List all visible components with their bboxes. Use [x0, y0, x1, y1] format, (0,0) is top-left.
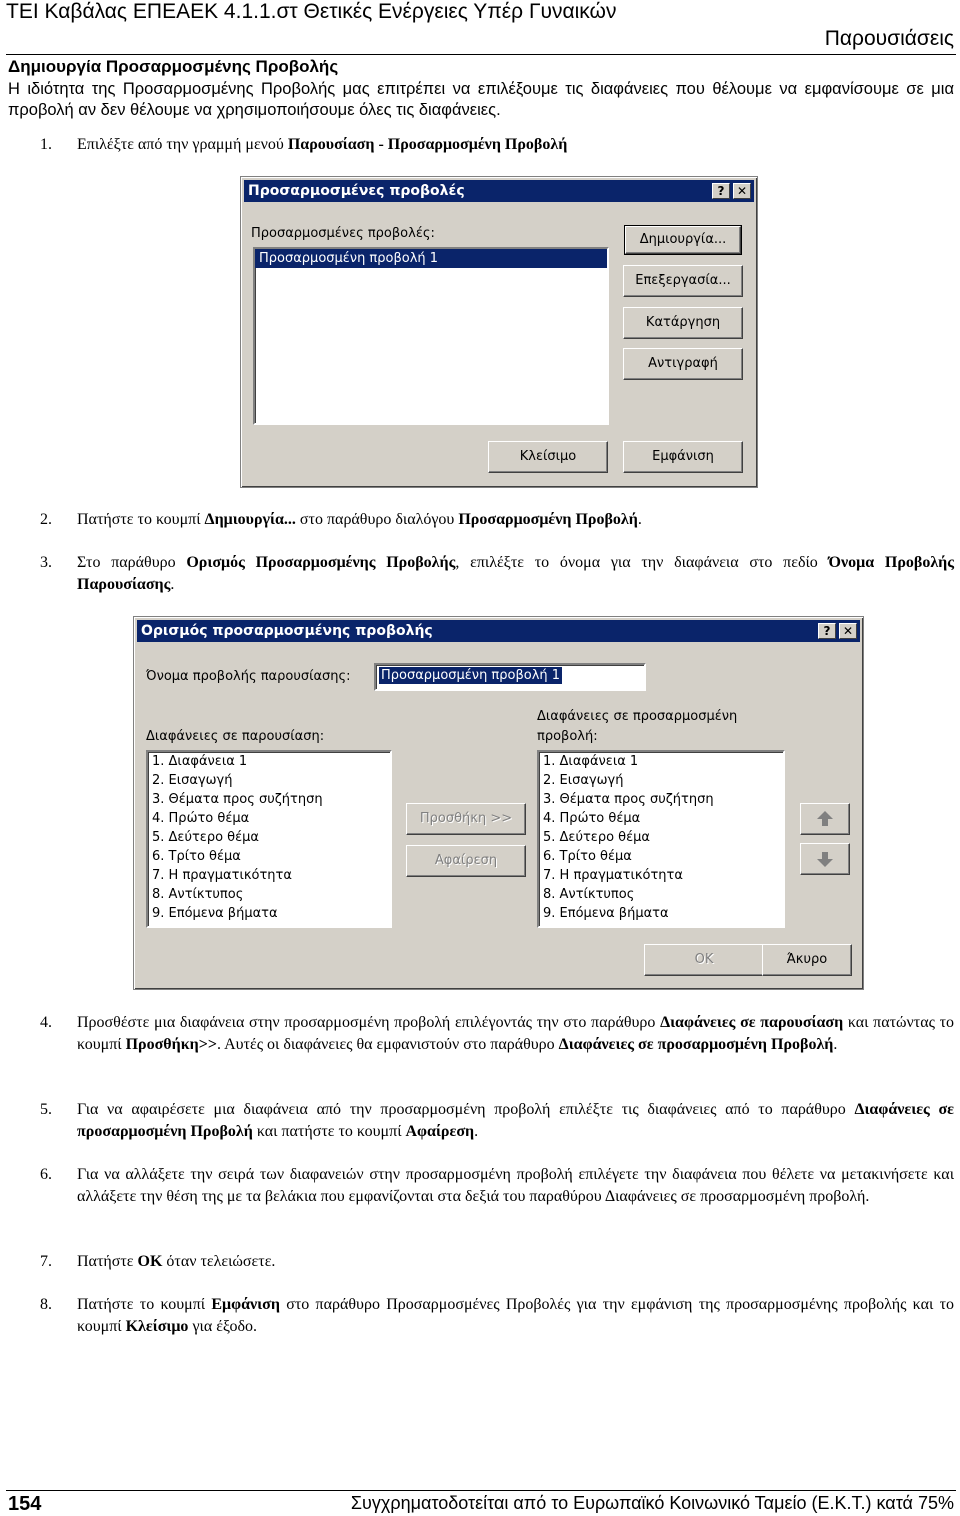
- step-text-bold: OK: [137, 1253, 163, 1270]
- step-text-plain: Πατήστε το κουμπί: [77, 1296, 212, 1313]
- list-item[interactable]: 3. Θέματα προς συζήτηση: [152, 792, 323, 807]
- copy-button[interactable]: Αντιγραφή: [623, 348, 743, 380]
- dialog-title: Ορισμός προσαρμοσμένης προβολής: [141, 623, 433, 639]
- move-down-button[interactable]: [800, 843, 850, 875]
- slides-in-presentation-list[interactable]: [146, 750, 392, 928]
- list-item[interactable]: 5. Δεύτερο θέμα: [543, 830, 650, 845]
- show-name-label: Όνομα προβολής παρουσίασης:: [146, 669, 351, 684]
- step-number: 5.: [40, 1101, 52, 1118]
- step-text-bold: Αφαίρεση: [405, 1123, 475, 1140]
- step-text: Για να αλλάξετε την σειρά των διαφανειών στην προσαρμοσμένη προβολή επιλέγετε την διαφάνεια που θέλετε να μετακινήσετε και αλλάξετε την θέση της με τα βελάκια που εμφανίζονται στα δεξιά του παραθύρου Διαφάνειες σε προσαρμοσμένη προβολή.: [77, 1166, 954, 1205]
- step-text-plain: . Αυτές οι διαφάνειες θα εμφανιστούν στο παράθυρο: [216, 1036, 559, 1053]
- step-text-bold: Ορισμός Προσαρμοσμένης Προβολής: [186, 554, 456, 571]
- footer-divider: [6, 1490, 956, 1491]
- edit-button[interactable]: Επεξεργασία...: [623, 265, 743, 297]
- section-intro: Η ιδιότητα της Προσαρμοσμένης Προβολής μας επιτρέπει να επιλέξουμε τις διαφάνειες που θέλουμε να εμφανίσουμε σε μια προβολή αν δεν θέλουμε να χρησιμοποιήσουμε όλες τις διαφάνειες.: [8, 80, 954, 119]
- step-text: [77, 1294, 954, 1338]
- step-text-bold: Προσθήκη>>: [125, 1036, 217, 1053]
- show-name-value: Προσαρμοσμένη προβολή 1: [381, 668, 561, 683]
- list-item[interactable]: Προσαρμοσμένη προβολή 1: [255, 249, 607, 268]
- step-number: 2.: [40, 511, 52, 528]
- help-icon[interactable]: ?: [712, 183, 730, 199]
- step-text-plain: .: [474, 1123, 479, 1140]
- close-icon[interactable]: ✕: [733, 183, 751, 199]
- custom-shows-dialog: [240, 176, 758, 488]
- step-text-plain: και πατώντας το κουμπί: [77, 1014, 955, 1053]
- step-text-plain: .: [170, 576, 175, 593]
- list-item[interactable]: 2. Εισαγωγή: [152, 773, 233, 788]
- step-text-plain: Πατήστε το κουμπί: [77, 511, 205, 528]
- list-item[interactable]: 9. Επόμενα βήματα: [152, 906, 278, 921]
- step-text-bold: Δημιουργία...: [204, 511, 296, 528]
- step-text-bold: Εμφάνιση: [211, 1296, 280, 1313]
- add-button[interactable]: Προσθήκη >>: [406, 803, 526, 835]
- step-number: 8.: [40, 1296, 52, 1313]
- document-header-title: ΤΕΙ Καβάλας ΕΠΕΑΕΚ 4.1.1.στ Θετικές Ενέργειες Υπέρ Γυναικών: [6, 0, 617, 23]
- step-number: 1.: [40, 136, 52, 153]
- slides-in-custom-show-list[interactable]: [537, 750, 785, 928]
- step-text-plain: , επιλέξτε το όνομα για την διαφάνεια στο πεδίο: [455, 554, 829, 571]
- step-text: [77, 1099, 954, 1143]
- list-item[interactable]: 1. Διαφάνεια 1: [152, 754, 248, 769]
- step-text-plain: στο παράθυρο Προσαρμοσμένες Προβολές για την εμφάνιση της προσαρμοσμένης προβολής και το κουμπί: [77, 1296, 954, 1335]
- list-item[interactable]: 2. Εισαγωγή: [543, 773, 624, 788]
- step-text-plain: Για να αφαιρέσετε μια διαφάνεια από την προσαρμοσμένη προβολή επιλέξτε τις διαφάνειες από το παράθυρο: [77, 1101, 855, 1118]
- show-name-field[interactable]: [374, 663, 646, 691]
- cancel-button[interactable]: Άκυρο: [762, 944, 852, 976]
- step-text: [77, 552, 954, 596]
- step-text-plain: Στο παράθυρο: [77, 554, 187, 571]
- step-text-bold: Διαφάνειες σε προσαρμοσμένη Προβολή: [558, 1036, 834, 1053]
- step-number: 3.: [40, 554, 52, 571]
- step-text-plain: για έξοδο.: [188, 1318, 257, 1335]
- list-item[interactable]: 4. Πρώτο θέμα: [543, 811, 641, 826]
- define-custom-show-dialog: [133, 616, 864, 990]
- step-text-plain: Επιλέξτε από την γραμμή μενού: [77, 136, 288, 153]
- step-text-plain: .: [833, 1036, 838, 1053]
- step-text-bold: Διαφάνειες σε παρουσίαση: [660, 1014, 844, 1031]
- arrow-down-icon: [801, 844, 849, 874]
- list-item[interactable]: 9. Επόμενα βήματα: [543, 906, 669, 921]
- step-text: [77, 509, 954, 531]
- step-text: [77, 134, 954, 156]
- step-text-bold: Κλείσιμο: [125, 1318, 189, 1335]
- list-item[interactable]: 5. Δεύτερο θέμα: [152, 830, 259, 845]
- arrow-up-icon: [801, 804, 849, 834]
- slides-in-custom-show-label-2: προβολή:: [537, 729, 598, 744]
- section-title: Δημιουργία Προσαρμοσμένης Προβολής: [8, 57, 339, 76]
- create-button[interactable]: Δημιουργία...: [625, 226, 741, 254]
- list-item[interactable]: 7. Η πραγματικότητα: [152, 868, 292, 883]
- close-icon[interactable]: ✕: [839, 623, 857, 639]
- slides-in-presentation-label: Διαφάνειες σε παρουσίαση:: [146, 729, 325, 744]
- step-text-bold: Όνομα Προβολής Παρουσίασης: [77, 554, 955, 593]
- page-number: 154: [8, 1493, 42, 1515]
- step-text-bold: Παρουσίαση - Προσαρμοσμένη Προβολή: [287, 136, 568, 153]
- list-item[interactable]: 8. Αντίκτυπος: [152, 887, 244, 902]
- step-number: 4.: [40, 1014, 52, 1031]
- list-item[interactable]: 3. Θέματα προς συζήτηση: [543, 792, 714, 807]
- step-text-bold: Διαφάνειες σε προσαρμοσμένη Προβολή: [77, 1101, 955, 1140]
- help-icon[interactable]: ?: [818, 623, 836, 639]
- dialog-titlebar: [244, 180, 754, 202]
- remove-button[interactable]: Αφαίρεση: [406, 845, 526, 877]
- ok-button[interactable]: OK: [644, 944, 764, 976]
- step-number: 6.: [40, 1166, 52, 1183]
- slides-in-custom-show-label-1: Διαφάνειες σε προσαρμοσμένη: [537, 709, 738, 724]
- dialog-titlebar: [137, 620, 860, 642]
- step-text-plain: .: [637, 511, 642, 528]
- step-text-plain: όταν τελειώσετε.: [162, 1253, 276, 1270]
- step-text-bold: Προσαρμοσμένη Προβολή: [458, 511, 638, 528]
- step-text-plain: Προσθέστε μια διαφάνεια στην προσαρμοσμένη προβολή επιλέγοντάς την στο παράθυρο: [77, 1014, 661, 1031]
- list-item[interactable]: 8. Αντίκτυπος: [543, 887, 635, 902]
- delete-button[interactable]: Κατάργηση: [623, 307, 743, 339]
- list-item[interactable]: 4. Πρώτο θέμα: [152, 811, 250, 826]
- show-button[interactable]: Εμφάνιση: [623, 441, 743, 473]
- footer-funding-text: Συγχρηματοδοτείται από το Ευρωπαϊκό Κοινωνικό Ταμείο (Ε.Κ.Τ.) κατά 75%: [350, 1493, 954, 1513]
- custom-shows-label: Προσαρμοσμένες προβολές:: [251, 226, 435, 241]
- header-divider: [6, 54, 956, 55]
- list-item[interactable]: 7. Η πραγματικότητα: [543, 868, 683, 883]
- step-number: 7.: [40, 1253, 52, 1270]
- list-item[interactable]: 1. Διαφάνεια 1: [543, 754, 639, 769]
- custom-shows-list[interactable]: [253, 247, 609, 425]
- step-text: [77, 1012, 954, 1056]
- list-item[interactable]: 6. Τρίτο θέμα: [152, 849, 241, 864]
- step-text: [77, 1251, 954, 1273]
- close-button[interactable]: Κλείσιμο: [488, 441, 608, 473]
- step-text-plain: Πατήστε: [77, 1253, 138, 1270]
- move-up-button[interactable]: [800, 803, 850, 835]
- step-text-plain: στο παράθυρο διαλόγου: [295, 511, 459, 528]
- list-item[interactable]: 6. Τρίτο θέμα: [543, 849, 632, 864]
- dialog-title: Προσαρμοσμένες προβολές: [248, 183, 465, 199]
- document-header-section: Παρουσιάσεις: [824, 27, 954, 50]
- step-text-plain: και πατήστε το κουμπί: [252, 1123, 406, 1140]
